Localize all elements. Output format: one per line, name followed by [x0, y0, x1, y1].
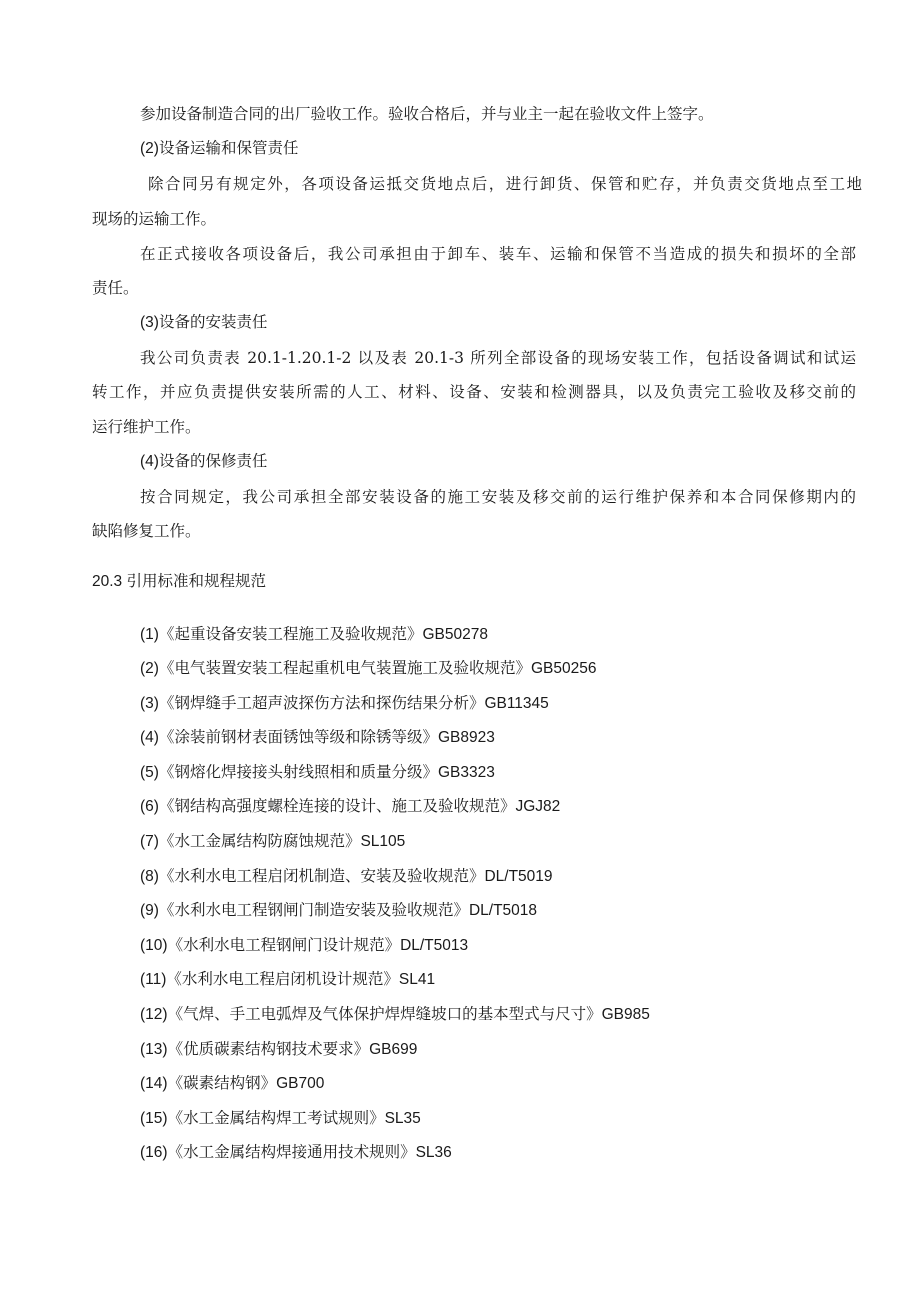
section-title: 20.3 引用标准和规程规范 [92, 573, 266, 590]
reference-item: (4)《涂装前钢材表面锈蚀等级和除锈等级》GB8923 [140, 729, 495, 746]
reference-item: (10)《水利水电工程钢闸门设计规范》DL/T5013 [140, 937, 469, 954]
paragraph-line: 缺陷修复工作。 [92, 522, 201, 540]
reference-item: (5)《钢熔化焊接接头射线照相和质量分级》GB3323 [140, 764, 495, 781]
paragraph-line: 除合同另有规定外，各项设备运抵交货地点后，进行卸货、保管和贮存，并负责交货地点至工地 [148, 175, 862, 193]
paragraph-line: 在正式接收各项设备后，我公司承担由于卸车、装车、运输和保管不当造成的损失和损坏的全部 [140, 245, 856, 263]
paragraph-line: 运行维护工作。 [92, 418, 201, 436]
reference-item: (9)《水利水电工程钢闸门制造安装及验收规范》DL/T5018 [140, 902, 538, 919]
reference-item: (1)《起重设备安装工程施工及验收规范》GB50278 [140, 626, 488, 643]
reference-item: (16)《水工金属结构焊接通用技术规则》SL36 [140, 1144, 452, 1161]
reference-item: (15)《水工金属结构焊工考试规则》SL35 [140, 1110, 421, 1127]
subheading-warranty-responsibility: (4)设备的保修责任 [140, 453, 268, 470]
subheading-transport-responsibility: (2)设备运输和保管责任 [140, 140, 299, 157]
reference-item: (6)《钢结构高强度螺栓连接的设计、施工及验收规范》JGJ82 [140, 798, 561, 815]
reference-item: (12)《气焊、手工电弧焊及气体保护焊焊缝坡口的基本型式与尺寸》GB985 [140, 1006, 650, 1023]
reference-item: (11)《水利水电工程启闭机设计规范》SL41 [140, 971, 436, 988]
reference-item: (7)《水工金属结构防腐蚀规范》SL105 [140, 833, 406, 850]
paragraph-line: 现场的运输工作。 [92, 210, 217, 228]
reference-item: (8)《水利水电工程启闭机制造、安装及验收规范》DL/T5019 [140, 868, 553, 885]
paragraph-line: 参加设备制造合同的出厂验收工作。验收合格后，并与业主一起在验收文件上签字。 [140, 105, 714, 123]
paragraph-line: 转工作，并应负责提供安装所需的人工、材料、设备、安装和检测器具，以及负责完工验收及移交前的 [92, 383, 856, 401]
reference-item: (14)《碳素结构钢》GB700 [140, 1075, 325, 1092]
paragraph-line: 责任。 [92, 279, 139, 297]
paragraph-line: 我公司负责表 20.1-1.20.1-2 以及表 20.1-3 所列全部设备的现场安装工作，包括设备调试和试运 [140, 349, 856, 367]
reference-item: (3)《钢焊缝手工超声波探伤方法和探伤结果分析》GB11345 [140, 695, 549, 712]
paragraph-line: 按合同规定，我公司承担全部安装设备的施工安装及移交前的运行维护保养和本合同保修期内的 [140, 488, 856, 506]
subheading-installation-responsibility: (3)设备的安装责任 [140, 314, 268, 331]
reference-item: (2)《电气装置安装工程起重机电气装置施工及验收规范》GB50256 [140, 660, 597, 677]
reference-item: (13)《优质碳素结构钢技术要求》GB699 [140, 1041, 418, 1058]
